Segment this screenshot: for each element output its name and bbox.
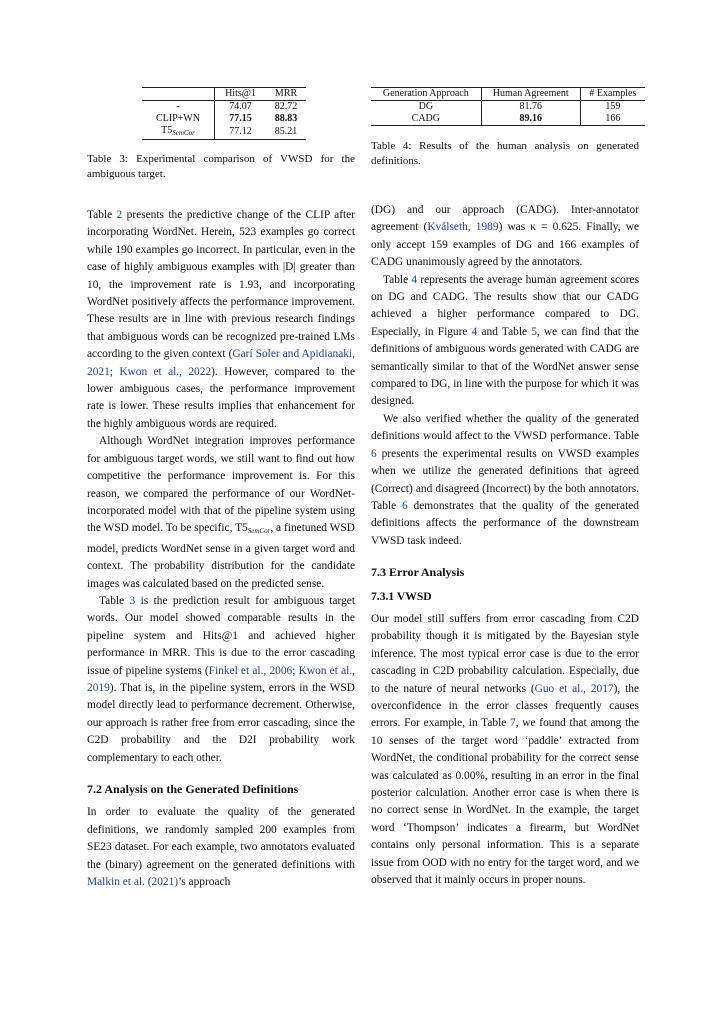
table-4 — [371, 87, 645, 126]
table-5-link[interactable]: 5 — [531, 325, 537, 338]
table-cell: - — [176, 101, 180, 112]
table-4-header-cell: Human Agreement — [481, 88, 580, 101]
figure-4-link[interactable]: 4 — [471, 325, 478, 338]
text-span: , we can find that the definitions of ambiguous words generated with CADG are semantically similar to that of the WordNet answer sense compared to DG, in line with the purpose for which it was designed. — [371, 325, 639, 408]
citation-link[interactable]: Kwon et al., 2019 — [87, 664, 355, 694]
table-2-link[interactable]: 2 — [116, 209, 123, 221]
text-span: ; — [292, 664, 299, 677]
table-row — [142, 113, 306, 125]
text-span: Table — [87, 209, 117, 221]
text-span: (DG) and our approach (CADG). Inter-annotator agreement ( — [371, 204, 639, 234]
table-3-header-cell: MRR — [266, 88, 306, 101]
table-3-header-cell — [142, 88, 215, 101]
table-4-header-cell: # Examples — [580, 88, 645, 101]
text-span: We also verified whether the quality of the generated definitions would affect to the VWSD performance. Table — [371, 412, 639, 443]
subsection-heading: 7.3.1 VWSD — [371, 589, 432, 603]
table-cell-bold: 88.83 — [274, 113, 298, 124]
table-cell — [142, 125, 215, 140]
text-span: Table — [99, 594, 130, 607]
table-cell-bold: 77.15 — [229, 113, 252, 124]
table-3-header-cell: Hits@1 — [215, 88, 267, 101]
paragraph — [371, 202, 639, 272]
text-span: Table — [383, 273, 412, 286]
text-span: Although WordNet integration improves performance for ambiguous target words, we still want to find out how competitive the performance improvement is. For this reason, we compared the performance of our WordNet-incorporated model with that of the pipeline system using the WSD model. To be specific, T5 — [87, 435, 355, 535]
text-span: , we found that among the 10 senses of the target word ‘paddle’ extracted from WordNet, the conditional probability for the correct sense was calculated as 0.00%, resulting in an error in the final posterior calculation. Another error case is when there is no correct sense in WordNet. In the example, the target word ‘Thompson’ indicates a firearm, but WordNet contains only personal information. This is a separate issue from OOD with no entry for the target word, and we observed that it mainly occurs in proper nouns. — [371, 717, 639, 887]
right-column — [371, 202, 639, 889]
table-cell: 81.76 — [481, 101, 580, 114]
text-span: ), the overconfidence in the error classes frequently causes errors. For example, in Table — [371, 682, 639, 730]
table-row — [371, 101, 645, 114]
table-cell: 74.07 — [215, 101, 267, 114]
table-cell: 77.12 — [215, 125, 267, 140]
section-heading: 7.2 Analysis on the Generated Definitions — [87, 782, 299, 796]
text-span: Our model still suffers from error cascading from C2D probability though it is mitigated by the Bayesian style inference. The most typical error case is due to the error cascading in C2D probability calculation. Especially, due to the nature of neural networks ( — [371, 612, 639, 695]
text-span: represents the average human agreement scores on DG and CADG. The results show that our CADG achieved a higher performance compared to DG. Especially, in Figure — [371, 273, 639, 338]
text-span: ; — [109, 365, 120, 378]
table-cell: 82.72 — [274, 101, 298, 112]
citation-link[interactable]: Finkel et al., 2006 — [208, 664, 293, 677]
table-cell: 159 — [580, 101, 645, 114]
table-cell: CLIP+WN — [156, 113, 200, 124]
model-subscript: SemCor — [172, 129, 195, 137]
text-span: presents the predictive change of the CLIP after incorporating WordNet. Herein, 523 examples go correct while 190 examples go incorrect. In particular, even in the case of highly ambiguous examples with |D| greater than 10, the improvement rate is 1.93, and incorporating WordNet positively affects the performance improvement. These results are in line with previous research findings that ambiguous words can be recognized pre-trained LMs according to the given context ( — [87, 209, 356, 361]
table-3-caption: Table 3: Experimental comparison of VWSD for the ambiguous target. — [87, 153, 355, 180]
text-span: ). However, compared to the lower ambiguous cases, the performance improvement rate is lower. These results implies that enhancement for the highly ambiguous words are required. — [87, 365, 356, 430]
text-span: is the prediction result for ambiguous target words. Our model showed comparable results in the pipeline system and Hits@1 and achieved higher performance in MRR. This is due to the error cascading issue of pipeline systems ( — [87, 594, 355, 677]
table-3 — [142, 87, 306, 140]
text-span: , a finetuned WSD model, predicts WordNet sense in a given target word and context. The probability distribution for the candidate images was calculated based on the predicted sense. — [87, 522, 355, 590]
text-span: and Table — [477, 325, 532, 338]
table-6-link[interactable]: 6 — [371, 447, 377, 460]
text-span: ). That is, in the pipeline system, errors in the WSD model directly lead to performance decrement. Otherwise, our approach is rather free from error cascading, since the C2D probability and the D2I probability work complementary to each other. — [87, 681, 355, 764]
table-cell: 85.21 — [266, 125, 306, 140]
paragraph — [87, 804, 355, 891]
citation-link[interactable]: Malkin et al. (2021) — [87, 876, 179, 889]
table-row — [142, 125, 306, 140]
table-row — [371, 113, 645, 126]
model-name: T5 — [161, 125, 173, 136]
table-cell: DG — [418, 101, 434, 112]
table-3-link[interactable]: 3 — [129, 594, 136, 607]
paragraph — [87, 207, 355, 433]
table-cell — [266, 113, 306, 125]
table-4-caption: Table 4: Results of the human analysis on generated definitions. — [371, 140, 639, 167]
citation-link[interactable]: Kvålseth, 1989 — [427, 221, 499, 234]
section-heading: 7.3 Error Analysis — [371, 565, 465, 580]
text-span: demonstrates that the quality of the generated definitions affects the performance of the downstream VWSD task indeed. — [371, 499, 639, 547]
citation-link[interactable]: Kwon et al., 2022 — [119, 365, 212, 378]
table-row — [142, 101, 306, 114]
table-cell: CADG — [371, 113, 481, 126]
table-6-link[interactable]: 6 — [401, 499, 408, 512]
table-cell — [215, 113, 267, 125]
model-subscript: SemCor — [247, 527, 271, 536]
text-span: ’s approach — [178, 876, 231, 889]
table-7-link[interactable]: 7 — [510, 717, 516, 730]
table-4-header-cell: Generation Approach — [371, 88, 481, 101]
paragraph — [371, 611, 639, 890]
table-cell-bold: 89.16 — [519, 113, 542, 124]
left-column — [87, 207, 355, 891]
table-4-link[interactable]: 4 — [411, 273, 418, 286]
text-span: presents the experimental results on VWSD examples when we utilize the generated definitions that agreed (Correct) and disagreed (Incorrect) by the both annotators. Table — [371, 447, 639, 512]
citation-link[interactable]: Guo et al., 2017 — [534, 682, 614, 695]
table-3-header-row — [142, 88, 306, 101]
citation-link[interactable]: Garí Soler and Apidianaki, 2021 — [87, 348, 355, 378]
table-cell — [481, 113, 580, 126]
table-cell: 166 — [580, 113, 645, 126]
text-span: ) was κ = 0.625. Finally, we only accept 159 examples of DG and 166 examples of CADG unanimously agreed by the annotators. — [371, 221, 639, 269]
text-span: In order to evaluate the quality of the generated definitions, we randomly sampled 200 examples from SE23 dataset. For each example, two annotators evaluated the (binary) agreement on the generated definitions with — [87, 806, 355, 871]
paragraph — [371, 272, 639, 411]
paragraph — [87, 433, 355, 593]
table-4-header-row — [371, 88, 645, 101]
paragraph — [371, 411, 639, 550]
paragraph — [87, 593, 355, 767]
